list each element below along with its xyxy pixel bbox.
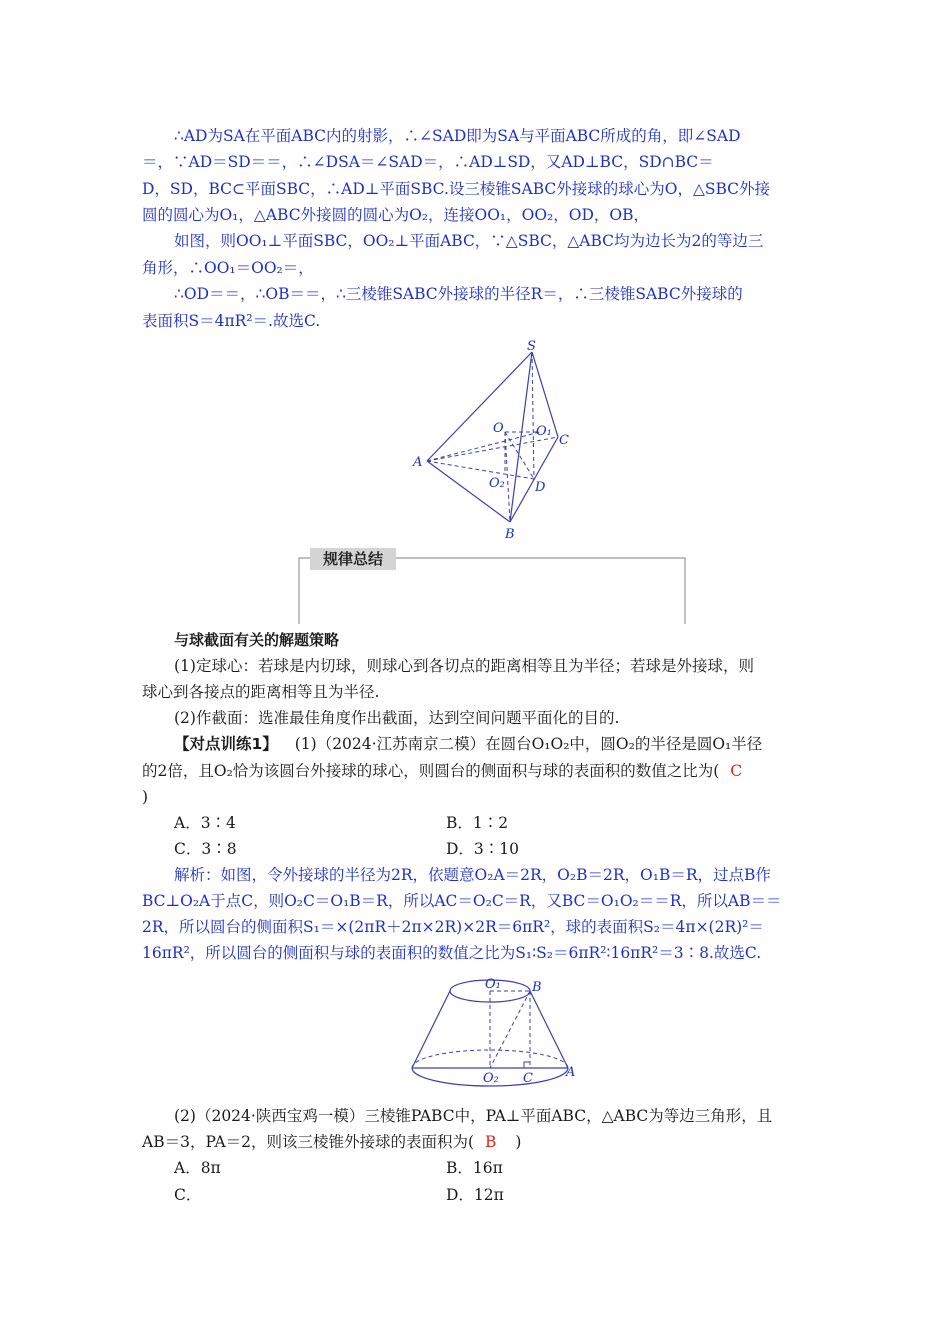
exercise2-close-paren: ): [515, 1133, 522, 1151]
segment-AO1: [427, 432, 540, 461]
exercise-tag: 【对点训练1】: [174, 735, 278, 753]
label-S: S: [527, 339, 536, 354]
right-angle-mark: [524, 1062, 530, 1068]
solution1-line7: ∴OD＝＝，∴OB＝＝，∴三棱锥SABC外接球的半径R＝，∴三棱锥SABC外接球的: [174, 285, 743, 303]
solution2-line2: BC⊥O₂A于点C，则O₂C＝O₁B＝R，所以AC＝O₂C＝R，又BC＝O₁O₂＝＝R，所以AB＝＝: [142, 892, 782, 910]
edge-BC: [510, 437, 558, 522]
edge-SB: [510, 352, 532, 522]
solution2-line3: 2R，所以圆台的侧面积S₁＝×(2πR＋2π×2R)×2R＝6πR²，球的表面积S₂＝4π×(2R)²＝: [142, 918, 764, 936]
answer-1: C: [730, 762, 743, 780]
strategy-item1-line2: 球心到各接点的距离相等且为半径.: [142, 683, 380, 701]
label-A: A: [413, 455, 423, 470]
exercise1-option-d: D．3∶10: [446, 840, 520, 858]
exercise1-q1-text2: 的2倍，且O₂恰为该圆台外接球的球心，则圆台的侧面积与球的表面积的数值之比为(: [142, 762, 720, 780]
solution1-line4: 圆的圆心为O₁，△ABC外接圆的圆心为O₂，连接OO₁，OO₂，OD，OB，: [142, 206, 649, 224]
solution1-line1: ∴AD为SA在平面ABC内的射影，∴∠SAD即为SA与平面ABC所成的角，即∠SAD: [174, 127, 741, 145]
solution1-line8: 表面积S＝4πR²＝.故选C.: [142, 312, 321, 330]
edge-AB: [427, 461, 510, 522]
exercise1-option-b: B．1∶2: [446, 814, 509, 832]
segment-OB: [505, 432, 510, 522]
label-D: D: [535, 480, 546, 495]
label-O2-frustum: O₂: [483, 1071, 499, 1086]
solution1-line3: D，SD，BC⊂平面SBC，∴AD⊥平面SBC.设三棱锥SABC外接球的球心为O，△SBC外接: [142, 180, 771, 198]
label-C-frustum: C: [523, 1071, 533, 1086]
solution1-line6: 角形，∴OO₁＝OO₂＝，: [142, 259, 314, 277]
label-A-frustum: A: [566, 1065, 576, 1080]
exercise2-option-a: A．8π: [174, 1159, 221, 1177]
solution2-line1: 解析：如图，令外接球的半径为2R，依题意O₂A＝2R，O₂B＝2R，O₁B＝R，过点B作: [174, 866, 771, 884]
exercise1-option-a: A．3∶4: [174, 814, 236, 832]
strategy-item2: (2)作截面：选准最佳角度作出截面，达到空间问题平面化的目的.: [174, 709, 620, 727]
label-O: O: [493, 421, 504, 436]
solution1-line5: 如图，则OO₁⊥平面SBC，OO₂⊥平面ABC，∵△SBC，△ABC均为边长为2的等边三: [174, 232, 764, 250]
segment-BO2: [490, 991, 530, 1068]
exercise1-q1-text: (1)（2024·江苏南京二模）在圆台O₁O₂中，圆O₂的半径是圆O₁半径: [294, 735, 763, 753]
label-B: B: [505, 527, 515, 542]
frustum-bottom-back: [412, 1050, 568, 1068]
edge-SA: [427, 352, 532, 461]
strategy-heading: 与球截面有关的解题策略: [174, 631, 340, 649]
exercise2-line1: (2)（2024·陕西宝鸡一模）三棱锥PABC中，PA⊥平面ABC，△ABC为等边三角形，且: [174, 1107, 773, 1125]
exercise1-line1: [174, 734, 810, 754]
exercise1-option-c: C．3∶8: [174, 840, 237, 858]
exercise2-option-c: C．: [174, 1186, 202, 1204]
solution2-line4: 16πR²，所以圆台的侧面积与球的表面积的数值之比为S₁∶S₂＝6πR²∶16πR²＝3∶8.故选C.: [142, 944, 762, 962]
label-O1: O₁: [536, 424, 552, 439]
label-O1-frustum: O₁: [485, 977, 501, 992]
label-O2: O₂: [489, 476, 505, 491]
answer-2: B: [485, 1133, 497, 1151]
strategy-item1-line1: (1)定球心：若球是内切球，则球心到各切点的距离相等且为半径；若球是外接球，则: [174, 657, 754, 675]
exercise2-line2: [142, 1132, 810, 1152]
label-B-frustum: B: [532, 980, 542, 995]
exercise2-q-text2: AB＝3，PA＝2，则该三棱锥外接球的表面积为(: [142, 1133, 475, 1151]
label-C: C: [559, 433, 569, 448]
segment-OD: [505, 432, 534, 479]
segment-SD: [532, 352, 534, 479]
solution1-line2: ＝，∵AD＝SD＝＝，∴∠DSA＝∠SAD＝，∴AD⊥SD，又AD⊥BC，SD∩BC＝: [142, 153, 714, 171]
exercise2-option-b: B．16π: [446, 1159, 503, 1177]
exercise2-option-d: D．12π: [446, 1186, 504, 1204]
exercise1-line3: ): [142, 788, 149, 806]
summary-box-title: 规律总结: [310, 548, 396, 570]
exercise1-line2: [142, 761, 810, 781]
